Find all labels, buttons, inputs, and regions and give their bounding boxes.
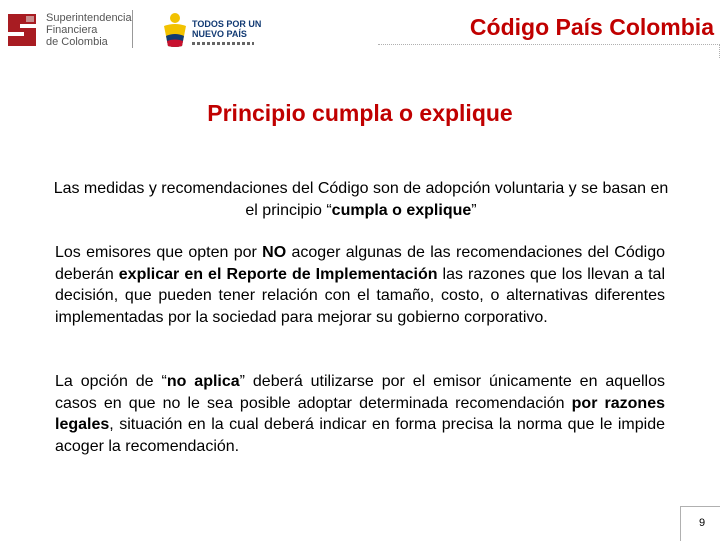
sfc-emblem-icon (6, 10, 40, 50)
paragraph-emisores (55, 242, 665, 328)
superintendencia-financiera-logo (6, 8, 134, 52)
tpnp-emblem-icon (160, 10, 190, 50)
p2-text-e: las razones que los llevan a tal decisión, que pueden tener relación con el tamaño, costo, o alternativas diferentes implementadas por la sociedad para mejorar su gobierno corporativo. (55, 265, 665, 326)
header-title: Código País Colombia (469, 14, 714, 40)
sfc-line-3: de Colombia (46, 36, 108, 48)
header-corner (711, 44, 720, 58)
tpnp-logo-text (192, 19, 261, 39)
p1-bold-cumpla-o-explique: cumpla o explique (331, 201, 472, 219)
header-rule (378, 44, 720, 45)
page-number: 9 (699, 517, 706, 529)
sfc-line-2: Financiera (46, 24, 98, 36)
p3-text-e: , situación en la cual deberá indicar en forma precisa la norma que le impide acoger la recomendación. (55, 416, 665, 455)
p2-bold-no: NO (262, 244, 287, 261)
tpnp-line-2: NUEVO PAÍS (192, 29, 247, 39)
tpnp-tagline-dots (192, 42, 254, 45)
p2-text-a: Los emisores que opten por (55, 244, 263, 261)
paragraph-principle (50, 178, 672, 221)
todos-por-un-nuevo-pais-logo (160, 8, 260, 52)
p3-text-c: ” deberá utilizarse por el emisor únicamente en aquellos casos en que no le sea posible adoptar determinada recomendación (55, 373, 665, 412)
logo-divider (132, 10, 133, 48)
p2-text-c: acoger algunas de las recomendaciones del Código deberán (55, 244, 665, 283)
sfc-line-1: Superintendencia (46, 12, 132, 24)
p1-text-c: ” (471, 201, 477, 219)
p3-bold-no-aplica: no aplica (166, 373, 240, 390)
tpnp-line-1: TODOS POR UN (192, 19, 262, 29)
p3-text-a: La opción de “ (55, 373, 167, 390)
p1-text-a: Las medidas y recomendaciones del Código son de adopción voluntaria y se basan en el principio “ (53, 180, 669, 219)
p2-bold-explicar: explicar en el Reporte de Implementación (118, 265, 438, 283)
paragraph-no-aplica (55, 371, 665, 457)
sfc-logo-text (46, 12, 132, 48)
slide-title: Principio cumpla o explique (207, 100, 513, 126)
p3-bold-razones-legales: por razones legales (55, 394, 665, 433)
